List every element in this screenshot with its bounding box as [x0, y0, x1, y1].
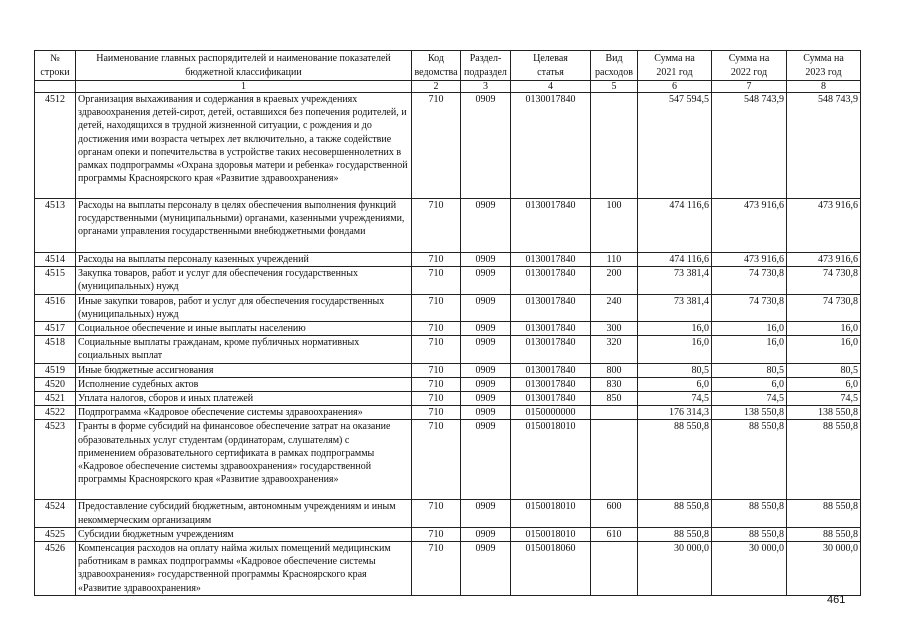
- row-name: Уплата налогов, сборов и иных платежей: [76, 392, 412, 406]
- sum-2022: 16,0: [712, 336, 787, 363]
- expense-type: [591, 542, 638, 596]
- header-expense-type: Вид расходов: [591, 51, 638, 81]
- row-number: 4515: [35, 267, 76, 294]
- table-body: [35, 93, 861, 596]
- sum-2022: 74,5: [712, 392, 787, 406]
- table-row: [35, 267, 861, 294]
- dept-code: 710: [412, 253, 461, 267]
- row-number: 4523: [35, 420, 76, 500]
- target-code: 0130017840: [511, 199, 591, 253]
- expense-type: 800: [591, 363, 638, 377]
- dept-code: 710: [412, 527, 461, 541]
- header-dept-code: Код ведомства: [412, 51, 461, 81]
- dept-code: 710: [412, 267, 461, 294]
- section-code: 0909: [461, 93, 511, 199]
- budget-page: [34, 50, 861, 596]
- table-row: [35, 500, 861, 527]
- target-code: 0130017840: [511, 294, 591, 321]
- sum-2023: 6,0: [787, 377, 861, 391]
- sum-2021: 88 550,8: [638, 500, 712, 527]
- section-code: 0909: [461, 322, 511, 336]
- table-row: [35, 420, 861, 500]
- sum-2022: 473 916,6: [712, 199, 787, 253]
- sum-2021: 474 116,6: [638, 253, 712, 267]
- table-row: [35, 363, 861, 377]
- row-number: 4513: [35, 199, 76, 253]
- sum-2022: 74 730,8: [712, 267, 787, 294]
- sum-2023: 473 916,6: [787, 199, 861, 253]
- section-code: 0909: [461, 527, 511, 541]
- row-number: 4521: [35, 392, 76, 406]
- column-number: 2: [412, 81, 461, 93]
- row-name: Расходы на выплаты персоналу в целях обеспечения выполнения функций государственными (муниципальными) органами, казенными учреждениями, органами управления государственными внебюджетными фондами: [76, 199, 412, 253]
- sum-2022: 473 916,6: [712, 253, 787, 267]
- sum-2023: 74 730,8: [787, 294, 861, 321]
- column-number: [35, 81, 76, 93]
- table-row: [35, 294, 861, 321]
- sum-2023: 88 550,8: [787, 527, 861, 541]
- sum-2023: 74 730,8: [787, 267, 861, 294]
- header-sum-2023: Сумма на 2023 год: [787, 51, 861, 81]
- header-row-no: № строки: [35, 51, 76, 81]
- column-number: 4: [511, 81, 591, 93]
- row-name: Иные закупки товаров, работ и услуг для обеспечения государственных (муниципальных) нужд: [76, 294, 412, 321]
- sum-2022: 80,5: [712, 363, 787, 377]
- row-number: 4516: [35, 294, 76, 321]
- header-row: [35, 51, 861, 81]
- sum-2022: 74 730,8: [712, 294, 787, 321]
- section-code: 0909: [461, 377, 511, 391]
- table-row: [35, 377, 861, 391]
- section-code: 0909: [461, 406, 511, 420]
- sum-2023: 80,5: [787, 363, 861, 377]
- row-name: Иные бюджетные ассигнования: [76, 363, 412, 377]
- section-code: 0909: [461, 267, 511, 294]
- table-row: [35, 527, 861, 541]
- budget-table: [34, 50, 861, 596]
- sum-2021: 6,0: [638, 377, 712, 391]
- target-code: 0130017840: [511, 392, 591, 406]
- column-number: 5: [591, 81, 638, 93]
- target-code: 0130017840: [511, 322, 591, 336]
- target-code: 0130017840: [511, 267, 591, 294]
- row-name: Организация выхаживания и содержания в краевых учреждениях здравоохранения детей-сирот, детей, оставшихся без попечения родителей, и детей, находящихся в трудной жизненной ситуации, с рождения и до достижения ими возраста четырех лет включительно, а также содействие органам опеки и попечительства в устройстве таких несовершеннолетних в рамках подпрограммы «Охрана здоровья матери и ребенка» государственной программы Красноярского края «Развитие здравоохранения»: [76, 93, 412, 199]
- row-number: 4520: [35, 377, 76, 391]
- dept-code: 710: [412, 93, 461, 199]
- sum-2021: 474 116,6: [638, 199, 712, 253]
- dept-code: 710: [412, 406, 461, 420]
- section-code: 0909: [461, 500, 511, 527]
- row-number: 4512: [35, 93, 76, 199]
- dept-code: 710: [412, 542, 461, 596]
- table-row: [35, 199, 861, 253]
- expense-type: [591, 420, 638, 500]
- dept-code: 710: [412, 199, 461, 253]
- row-number: 4518: [35, 336, 76, 363]
- sum-2021: 16,0: [638, 336, 712, 363]
- column-number-row: [35, 81, 861, 93]
- expense-type: [591, 406, 638, 420]
- sum-2023: 88 550,8: [787, 500, 861, 527]
- target-code: 0150018060: [511, 542, 591, 596]
- expense-type: 610: [591, 527, 638, 541]
- dept-code: 710: [412, 500, 461, 527]
- header-sum-2022: Сумма на 2022 год: [712, 51, 787, 81]
- row-name: Предоставление субсидий бюджетным, автономным учреждениям и иным некоммерческим организациям: [76, 500, 412, 527]
- sum-2021: 88 550,8: [638, 420, 712, 500]
- dept-code: 710: [412, 420, 461, 500]
- expense-type: 200: [591, 267, 638, 294]
- sum-2022: 6,0: [712, 377, 787, 391]
- section-code: 0909: [461, 199, 511, 253]
- sum-2021: 74,5: [638, 392, 712, 406]
- sum-2021: 88 550,8: [638, 527, 712, 541]
- header-name: Наименование главных распорядителей и наименование показателей бюджетной классификации: [76, 51, 412, 81]
- sum-2021: 73 381,4: [638, 294, 712, 321]
- target-code: 0150018010: [511, 527, 591, 541]
- target-code: 0150000000: [511, 406, 591, 420]
- section-code: 0909: [461, 336, 511, 363]
- row-name: Субсидии бюджетным учреждениям: [76, 527, 412, 541]
- sum-2022: 16,0: [712, 322, 787, 336]
- sum-2023: 138 550,8: [787, 406, 861, 420]
- expense-type: 600: [591, 500, 638, 527]
- column-number: 6: [638, 81, 712, 93]
- sum-2022: 88 550,8: [712, 500, 787, 527]
- expense-type: [591, 93, 638, 199]
- row-name: Расходы на выплаты персоналу казенных учреждений: [76, 253, 412, 267]
- table-row: [35, 93, 861, 199]
- target-code: 0130017840: [511, 377, 591, 391]
- section-code: 0909: [461, 253, 511, 267]
- sum-2023: 30 000,0: [787, 542, 861, 596]
- column-number: 8: [787, 81, 861, 93]
- table-row: [35, 542, 861, 596]
- sum-2021: 547 594,5: [638, 93, 712, 199]
- expense-type: 850: [591, 392, 638, 406]
- page-number: 461: [827, 594, 846, 606]
- table-row: [35, 322, 861, 336]
- row-number: 4522: [35, 406, 76, 420]
- sum-2022: 138 550,8: [712, 406, 787, 420]
- section-code: 0909: [461, 420, 511, 500]
- section-code: 0909: [461, 542, 511, 596]
- sum-2023: 16,0: [787, 336, 861, 363]
- sum-2021: 30 000,0: [638, 542, 712, 596]
- target-code: 0130017840: [511, 363, 591, 377]
- sum-2022: 88 550,8: [712, 420, 787, 500]
- target-code: 0130017840: [511, 253, 591, 267]
- sum-2023: 473 916,6: [787, 253, 861, 267]
- target-code: 0150018010: [511, 500, 591, 527]
- row-name: Социальные выплаты гражданам, кроме публичных нормативных социальных выплат: [76, 336, 412, 363]
- sum-2021: 80,5: [638, 363, 712, 377]
- target-code: 0150018010: [511, 420, 591, 500]
- section-code: 0909: [461, 363, 511, 377]
- row-name: Подпрограмма «Кадровое обеспечение системы здравоохранения»: [76, 406, 412, 420]
- row-name: Социальное обеспечение и иные выплаты населению: [76, 322, 412, 336]
- sum-2022: 30 000,0: [712, 542, 787, 596]
- dept-code: 710: [412, 336, 461, 363]
- expense-type: 240: [591, 294, 638, 321]
- row-number: 4524: [35, 500, 76, 527]
- table-row: [35, 336, 861, 363]
- dept-code: 710: [412, 377, 461, 391]
- row-number: 4517: [35, 322, 76, 336]
- sum-2023: 74,5: [787, 392, 861, 406]
- row-name: Гранты в форме субсидий на финансовое обеспечение затрат на оказание образовательных услуг студентам (ординаторам, слушателям) с применением образовательного сертификата в рамках подпрограммы «Кадровое обеспечение системы здравоохранения» государственной программы Красноярского края «Развитие здравоохранения»: [76, 420, 412, 500]
- expense-type: 110: [591, 253, 638, 267]
- dept-code: 710: [412, 363, 461, 377]
- header-target: Целевая статья: [511, 51, 591, 81]
- section-code: 0909: [461, 294, 511, 321]
- dept-code: 710: [412, 294, 461, 321]
- expense-type: 320: [591, 336, 638, 363]
- table-row: [35, 406, 861, 420]
- section-code: 0909: [461, 392, 511, 406]
- table-row: [35, 392, 861, 406]
- header-sum-2021: Сумма на 2021 год: [638, 51, 712, 81]
- row-number: 4514: [35, 253, 76, 267]
- row-number: 4519: [35, 363, 76, 377]
- dept-code: 710: [412, 322, 461, 336]
- row-name: Компенсация расходов на оплату найма жилых помещений медицинским работникам в рамках подпрограммы «Кадровое обеспечение системы здравоохранения» государственной программы Красноярского края «Развитие здравоохранения»: [76, 542, 412, 596]
- column-number: 7: [712, 81, 787, 93]
- sum-2022: 88 550,8: [712, 527, 787, 541]
- sum-2021: 16,0: [638, 322, 712, 336]
- sum-2023: 16,0: [787, 322, 861, 336]
- sum-2023: 548 743,9: [787, 93, 861, 199]
- row-number: 4526: [35, 542, 76, 596]
- header-section: Раздел- подраздел: [461, 51, 511, 81]
- row-name: Закупка товаров, работ и услуг для обеспечения государственных (муниципальных) нужд: [76, 267, 412, 294]
- row-name: Исполнение судебных актов: [76, 377, 412, 391]
- sum-2023: 88 550,8: [787, 420, 861, 500]
- expense-type: 100: [591, 199, 638, 253]
- column-number: 3: [461, 81, 511, 93]
- dept-code: 710: [412, 392, 461, 406]
- sum-2021: 176 314,3: [638, 406, 712, 420]
- target-code: 0130017840: [511, 336, 591, 363]
- sum-2022: 548 743,9: [712, 93, 787, 199]
- table-row: [35, 253, 861, 267]
- expense-type: 830: [591, 377, 638, 391]
- row-number: 4525: [35, 527, 76, 541]
- column-number: 1: [76, 81, 412, 93]
- target-code: 0130017840: [511, 93, 591, 199]
- expense-type: 300: [591, 322, 638, 336]
- sum-2021: 73 381,4: [638, 267, 712, 294]
